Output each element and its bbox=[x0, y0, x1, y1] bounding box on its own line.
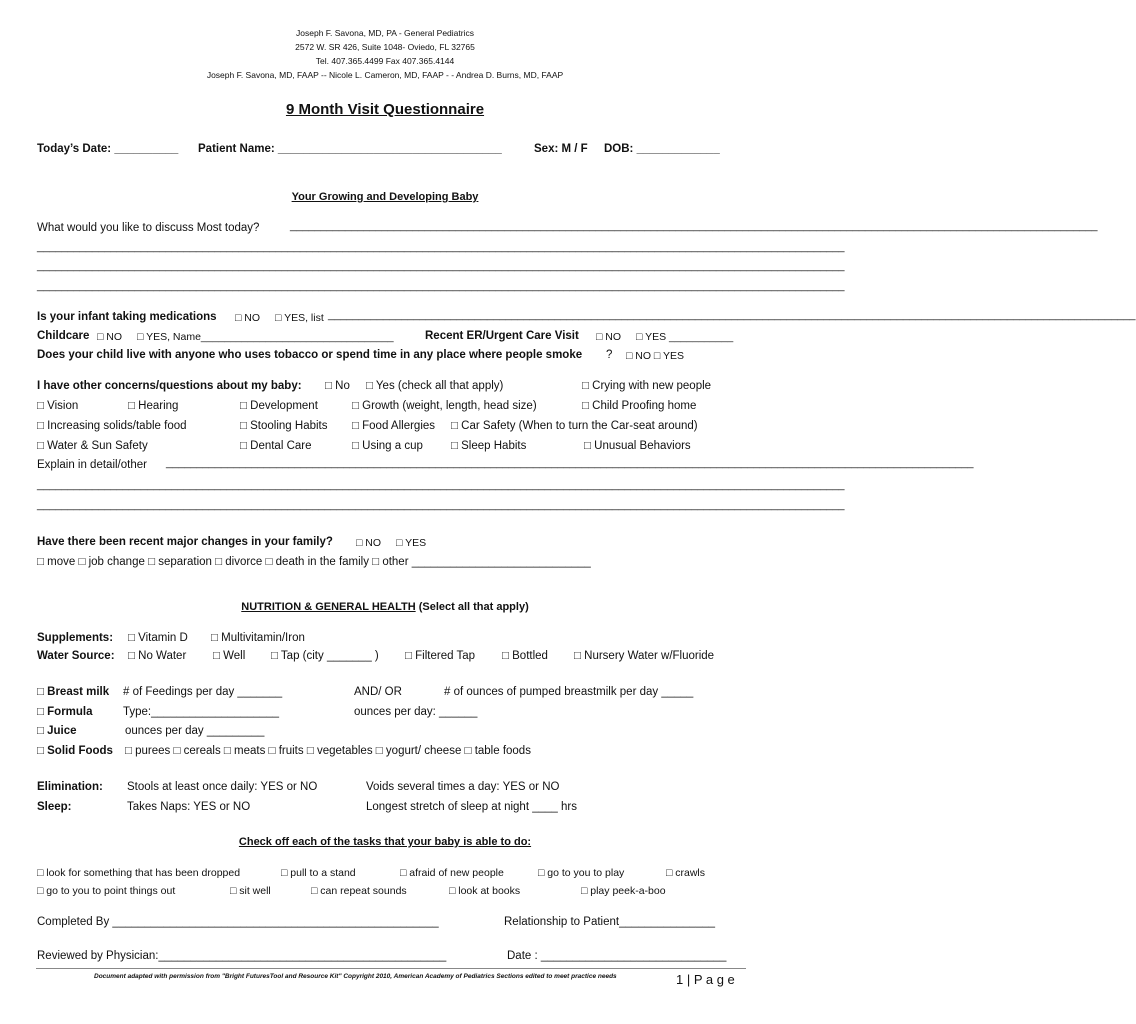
family-changes-no-checkbox[interactable]: □ NO bbox=[356, 537, 382, 549]
family-changes-options[interactable]: □ move □ job change □ separation □ divorce □ death in the family □ other ____________________________ bbox=[37, 556, 591, 568]
nutrition-heading: NUTRITION & GENERAL HEALTH bbox=[241, 601, 416, 613]
concern-behaviors-checkbox[interactable]: □ Unusual Behaviors bbox=[584, 440, 691, 452]
page-title: 9 Month Visit Questionnaire bbox=[285, 101, 485, 118]
childcare-yes-checkbox[interactable]: □ YES, Name_________________________________ bbox=[137, 331, 394, 343]
concern-vision-checkbox[interactable]: □ Vision bbox=[37, 400, 79, 412]
juice-checkbox[interactable]: □ Juice bbox=[37, 725, 77, 737]
concern-solids-checkbox[interactable]: □ Increasing solids/table food bbox=[37, 420, 187, 432]
water-none-checkbox[interactable]: □ No Water bbox=[128, 650, 187, 662]
tobacco-question-mark: ? bbox=[606, 349, 613, 361]
section-heading-growing: Your Growing and Developing Baby bbox=[291, 191, 479, 203]
explain-line[interactable]: ____________________________________________________________________________________________________________________________________ bbox=[37, 499, 845, 511]
and-or-label: AND/ OR bbox=[354, 686, 402, 698]
concern-growth-checkbox[interactable]: □ Growth (weight, length, head size) bbox=[352, 400, 537, 412]
clinic-name: Joseph F. Savona, MD, PA - General Pediatrics bbox=[296, 28, 474, 38]
concern-childproofing-checkbox[interactable]: □ Child Proofing home bbox=[582, 400, 697, 412]
clinic-address: 2572 W. SR 426, Suite 1048- Oviedo, FL 32765 bbox=[295, 42, 475, 52]
clinic-phone: Tel. 407.365.4499 Fax 407.365.4144 bbox=[315, 56, 455, 66]
solid-foods-checkbox[interactable]: □ Solid Foods bbox=[37, 745, 113, 757]
medications-label: Is your infant taking medications bbox=[37, 311, 217, 323]
tobacco-options[interactable]: □ NO □ YES bbox=[626, 350, 685, 362]
family-changes-yes-checkbox[interactable]: □ YES bbox=[396, 537, 427, 549]
water-bottled-checkbox[interactable]: □ Bottled bbox=[502, 650, 548, 662]
page-number: 1 | P a g e bbox=[676, 972, 735, 987]
task-books-checkbox[interactable]: □ look at books bbox=[449, 885, 521, 897]
reviewed-by-field[interactable]: Reviewed by Physician:_____________________________________________ bbox=[37, 950, 447, 962]
todays-date-field[interactable]: Today’s Date: __________ bbox=[37, 143, 179, 155]
concern-hearing-checkbox[interactable]: □ Hearing bbox=[128, 400, 179, 412]
concern-development-checkbox[interactable]: □ Development bbox=[240, 400, 318, 412]
medications-no-checkbox[interactable]: □ NO bbox=[235, 312, 261, 324]
patient-name-field[interactable]: Patient Name: ___________________________________ bbox=[198, 143, 502, 155]
concern-stooling-checkbox[interactable]: □ Stooling Habits bbox=[240, 420, 328, 432]
clinic-doctors: Joseph F. Savona, MD, FAAP -- Nicole L. Cameron, MD, FAAP - - Andrea D. Burns, MD, FAAP bbox=[206, 70, 564, 80]
concern-cup-checkbox[interactable]: □ Using a cup bbox=[352, 440, 423, 452]
concerns-label: I have other concerns/questions about my baby: bbox=[37, 380, 302, 392]
concerns-yes-checkbox[interactable]: □ Yes (check all that apply) bbox=[366, 380, 504, 392]
sleep-label: Sleep: bbox=[37, 801, 72, 813]
er-visit-label: Recent ER/Urgent Care Visit bbox=[425, 330, 579, 342]
nutrition-heading-suffix: (Select all that apply) bbox=[418, 601, 529, 613]
childcare-no-checkbox[interactable]: □ NO bbox=[97, 331, 123, 343]
task-sit-checkbox[interactable]: □ sit well bbox=[230, 885, 271, 897]
concern-dental-checkbox[interactable]: □ Dental Care bbox=[240, 440, 312, 452]
explain-line[interactable]: ____________________________________________________________________________________________________________________________________ bbox=[166, 457, 974, 469]
water-nursery-checkbox[interactable]: □ Nursery Water w/Fluoride bbox=[574, 650, 715, 662]
childcare-label: Childcare bbox=[37, 330, 90, 342]
task-look-dropped-checkbox[interactable]: □ look for something that has been dropped bbox=[37, 867, 241, 879]
elimination-label: Elimination: bbox=[37, 781, 103, 793]
task-go-play-checkbox[interactable]: □ go to you to play bbox=[538, 867, 625, 879]
task-point-checkbox[interactable]: □ go to you to point things out bbox=[37, 885, 176, 897]
er-visit-no-checkbox[interactable]: □ NO bbox=[596, 331, 622, 343]
er-visit-yes-checkbox[interactable]: □ YES ___________ bbox=[636, 331, 734, 343]
water-tap-checkbox[interactable]: □ Tap (city _______ ) bbox=[271, 650, 379, 662]
task-repeat-sounds-checkbox[interactable]: □ can repeat sounds bbox=[311, 885, 407, 897]
medications-list-line[interactable]: ____________________________________________________________________________________________________________________________________ bbox=[328, 309, 1136, 321]
concern-crying-checkbox[interactable]: □ Crying with new people bbox=[582, 380, 712, 392]
pumped-ounces-field[interactable]: # of ounces of pumped breastmilk per day _____ bbox=[444, 686, 694, 698]
concerns-no-checkbox[interactable]: □ No bbox=[325, 380, 350, 392]
tasks-heading: Check off each of the tasks that your baby is able to do: bbox=[238, 836, 532, 848]
task-pull-stand-checkbox[interactable]: □ pull to a stand bbox=[281, 867, 356, 879]
formula-type-field[interactable]: Type:____________________ bbox=[123, 706, 280, 718]
sleep-stretch-field[interactable]: Longest stretch of sleep at night ____ hrs bbox=[366, 801, 577, 813]
discuss-line[interactable]: ____________________________________________________________________________________________________________________________________ bbox=[37, 241, 845, 253]
concern-carsafety-checkbox[interactable]: □ Car Safety (When to turn the Car-seat around) bbox=[451, 420, 698, 432]
discuss-label: What would you like to discuss Most today? bbox=[37, 222, 260, 234]
footer-divider bbox=[36, 968, 746, 969]
formula-ounces-field[interactable]: ounces per day: ______ bbox=[354, 706, 478, 718]
juice-ounces-field[interactable]: ounces per day _________ bbox=[125, 725, 265, 737]
water-well-checkbox[interactable]: □ Well bbox=[213, 650, 246, 662]
explain-line[interactable]: ____________________________________________________________________________________________________________________________________ bbox=[37, 479, 845, 491]
discuss-line[interactable]: ____________________________________________________________________________________________________________________________________ bbox=[37, 280, 845, 292]
supplement-vitamin-d-checkbox[interactable]: □ Vitamin D bbox=[128, 632, 188, 644]
water-filtered-checkbox[interactable]: □ Filtered Tap bbox=[405, 650, 476, 662]
breast-feedings-field[interactable]: # of Feedings per day _______ bbox=[123, 686, 283, 698]
dob-field[interactable]: DOB: _____________ bbox=[604, 143, 720, 155]
relationship-field[interactable]: Relationship to Patient_______________ bbox=[504, 916, 716, 928]
medications-yes-checkbox[interactable]: □ YES, list bbox=[275, 312, 324, 324]
stools-question[interactable]: Stools at least once daily: YES or NO bbox=[127, 781, 318, 793]
task-afraid-checkbox[interactable]: □ afraid of new people bbox=[400, 867, 504, 879]
completed-by-field[interactable]: Completed By ___________________________________________________ bbox=[37, 916, 439, 928]
solid-foods-options[interactable]: □ purees □ cereals □ meats □ fruits □ vegetables □ yogurt/ cheese □ table foods bbox=[125, 745, 531, 757]
footer-note: Document adapted with permission from "Bright FuturesTool and Resource Kit" Copyright 2010, American Academy of Pediatrics Sections edited to meet practice needs bbox=[94, 973, 617, 980]
task-crawls-checkbox[interactable]: □ crawls bbox=[666, 867, 706, 879]
water-source-label: Water Source: bbox=[37, 650, 115, 662]
nutrition-heading-row bbox=[0, 601, 770, 613]
discuss-line[interactable]: ____________________________________________________________________________________________________________________________________ bbox=[37, 260, 845, 272]
discuss-line[interactable]: ____________________________________________________________________________________________________________________________________ bbox=[290, 220, 1098, 232]
review-date-field[interactable]: Date : _____________________________ bbox=[507, 950, 727, 962]
tobacco-question: Does your child live with anyone who uses tobacco or spend time in any place where people smoke bbox=[37, 349, 583, 361]
explain-label: Explain in detail/other bbox=[37, 459, 147, 471]
voids-question[interactable]: Voids several times a day: YES or NO bbox=[366, 781, 560, 793]
task-peekaboo-checkbox[interactable]: □ play peek-a-boo bbox=[581, 885, 666, 897]
supplements-label: Supplements: bbox=[37, 632, 114, 644]
concern-allergies-checkbox[interactable]: □ Food Allergies bbox=[352, 420, 436, 432]
concern-water-sun-checkbox[interactable]: □ Water & Sun Safety bbox=[37, 440, 148, 452]
sex-field[interactable]: Sex: M / F bbox=[534, 143, 588, 155]
supplement-multivitamin-checkbox[interactable]: □ Multivitamin/Iron bbox=[211, 632, 305, 644]
breast-milk-checkbox[interactable]: □ Breast milk bbox=[37, 686, 110, 698]
family-changes-label: Have there been recent major changes in your family? bbox=[37, 536, 333, 548]
formula-checkbox[interactable]: □ Formula bbox=[37, 706, 93, 718]
naps-question[interactable]: Takes Naps: YES or NO bbox=[127, 801, 251, 813]
concern-sleep-checkbox[interactable]: □ Sleep Habits bbox=[451, 440, 527, 452]
